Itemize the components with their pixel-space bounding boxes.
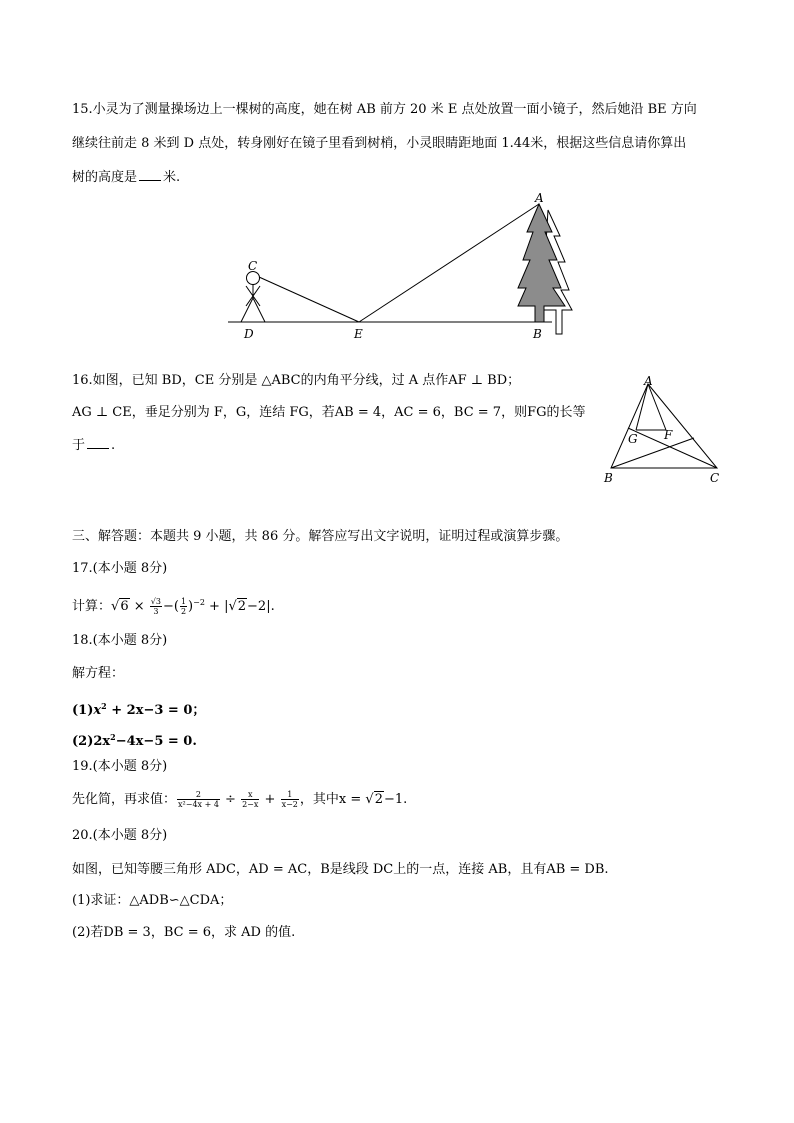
q15-text-line2: 继续往前走 8 米到 D 点处，转身刚好在镜子里看到树梢，小灵眼睛距地面 1.44米，根据这些信息请你算出 <box>72 136 687 151</box>
q15-text-line3 <box>72 168 180 187</box>
q15-label-D: D <box>244 327 254 341</box>
q19-fraction2: $\frac{x}{2-x}$ <box>242 790 259 809</box>
q15-label-E: E <box>354 327 363 341</box>
q20-part2: (2)若DB = 3，BC = 6，求 AD 的值. <box>72 925 296 940</box>
q16-line3-suffix: . <box>111 438 116 453</box>
q19-fraction1: $\frac{2}{\text{x²−4x + 4}}$ <box>178 790 219 809</box>
q19-fraction3: $\frac{1}{x-2}$ <box>281 790 298 809</box>
q17-root6: 6 <box>120 599 129 614</box>
q16-line3-prefix: 于 <box>72 438 86 453</box>
q16-label-A: A <box>644 374 653 388</box>
q17-header: 17.(本小题 8分) <box>72 561 168 576</box>
q15-answer-blank <box>139 168 161 181</box>
q20-text-line1: 如图，已知等腰三角形 ADC，AD = AC，B是线段 DC上的一点，连接 AB，且有AB = DB. <box>72 862 609 877</box>
q16-label-C: C <box>710 471 720 485</box>
q17-abs-close: −2|. <box>247 599 275 614</box>
q18-part1: $(1)x^2 + 2x-3 = 0$； <box>72 701 206 718</box>
q17-root2: 2 <box>237 599 247 614</box>
q16-label-F: F <box>664 428 673 442</box>
q15-figure <box>220 188 580 344</box>
q17-fraction-root3: $\frac{√3}{3}$ <box>150 597 161 616</box>
q15-label-A: A <box>535 191 544 205</box>
q15-text-line1: 15.小灵为了测量操场边上一棵树的高度，她在树 AB 前方 20 米 E 点处放置一面小镜子，然后她沿 BE 方向 <box>72 102 697 117</box>
q18-header: 18.(本小题 8分) <box>72 633 168 648</box>
q19-expression: 先化简，再求值： $\frac{2}{\text{x²−4x + 4}}$ ÷ $\frac{x}{2-x}$ + $\frac{1}{x-2}$ ，其中x = √2−1. <box>72 790 408 809</box>
q17-minus: −( <box>162 599 179 614</box>
q15-label-C: C <box>248 259 258 273</box>
q16-text-line2: AG ⊥ CE，垂足分别为 F，G，连结 FG，若AB = 4，AC = 6，BC = 7，则FG的长等 <box>72 405 586 420</box>
q18-intro: 解方程： <box>72 666 125 681</box>
q15-label-B: B <box>533 327 542 341</box>
q17-expression: 计算：√6 × $\frac{√3}{3}$ −( $\frac{1}{2}$ )$^{-2}$ + |√2−2|. <box>72 597 275 616</box>
q16-label-B: B <box>604 471 613 485</box>
q17-close: ) <box>188 599 194 614</box>
q16-label-G: G <box>628 432 638 446</box>
q16-text-line1: 16.如图，已知 BD，CE 分别是 △ABC的内角平分线，过 A 点作AF ⊥ BD； <box>72 373 521 388</box>
q17-prefix: 计算： <box>72 599 112 614</box>
q17-exponent: −2 <box>193 598 205 607</box>
q17-fraction-half: $\frac{1}{2}$ <box>180 597 187 616</box>
q17-abs-open: + | <box>204 599 229 614</box>
q16-text-line3 <box>72 436 115 455</box>
q20-header: 20.(本小题 8分) <box>72 828 168 843</box>
q15-line3-prefix: 树的高度是 <box>72 170 138 185</box>
q17-times: × <box>129 599 149 614</box>
q19-header: 19.(本小题 8分) <box>72 759 168 774</box>
q19-prefix: 先化简，再求值： <box>72 792 177 807</box>
q20-part1: (1)求证：△ADB∽△CDA； <box>72 893 233 908</box>
q16-figure <box>598 372 728 488</box>
section3-title: 三、解答题：本题共 9 小题，共 86 分。解答应写出文字说明，证明过程或演算步骤。 <box>72 529 569 544</box>
q15-line3-suffix: 米. <box>163 170 181 185</box>
q18-part2: $(2)2x^2-4x-5 = 0$. <box>72 732 197 749</box>
q16-answer-blank <box>87 436 109 449</box>
